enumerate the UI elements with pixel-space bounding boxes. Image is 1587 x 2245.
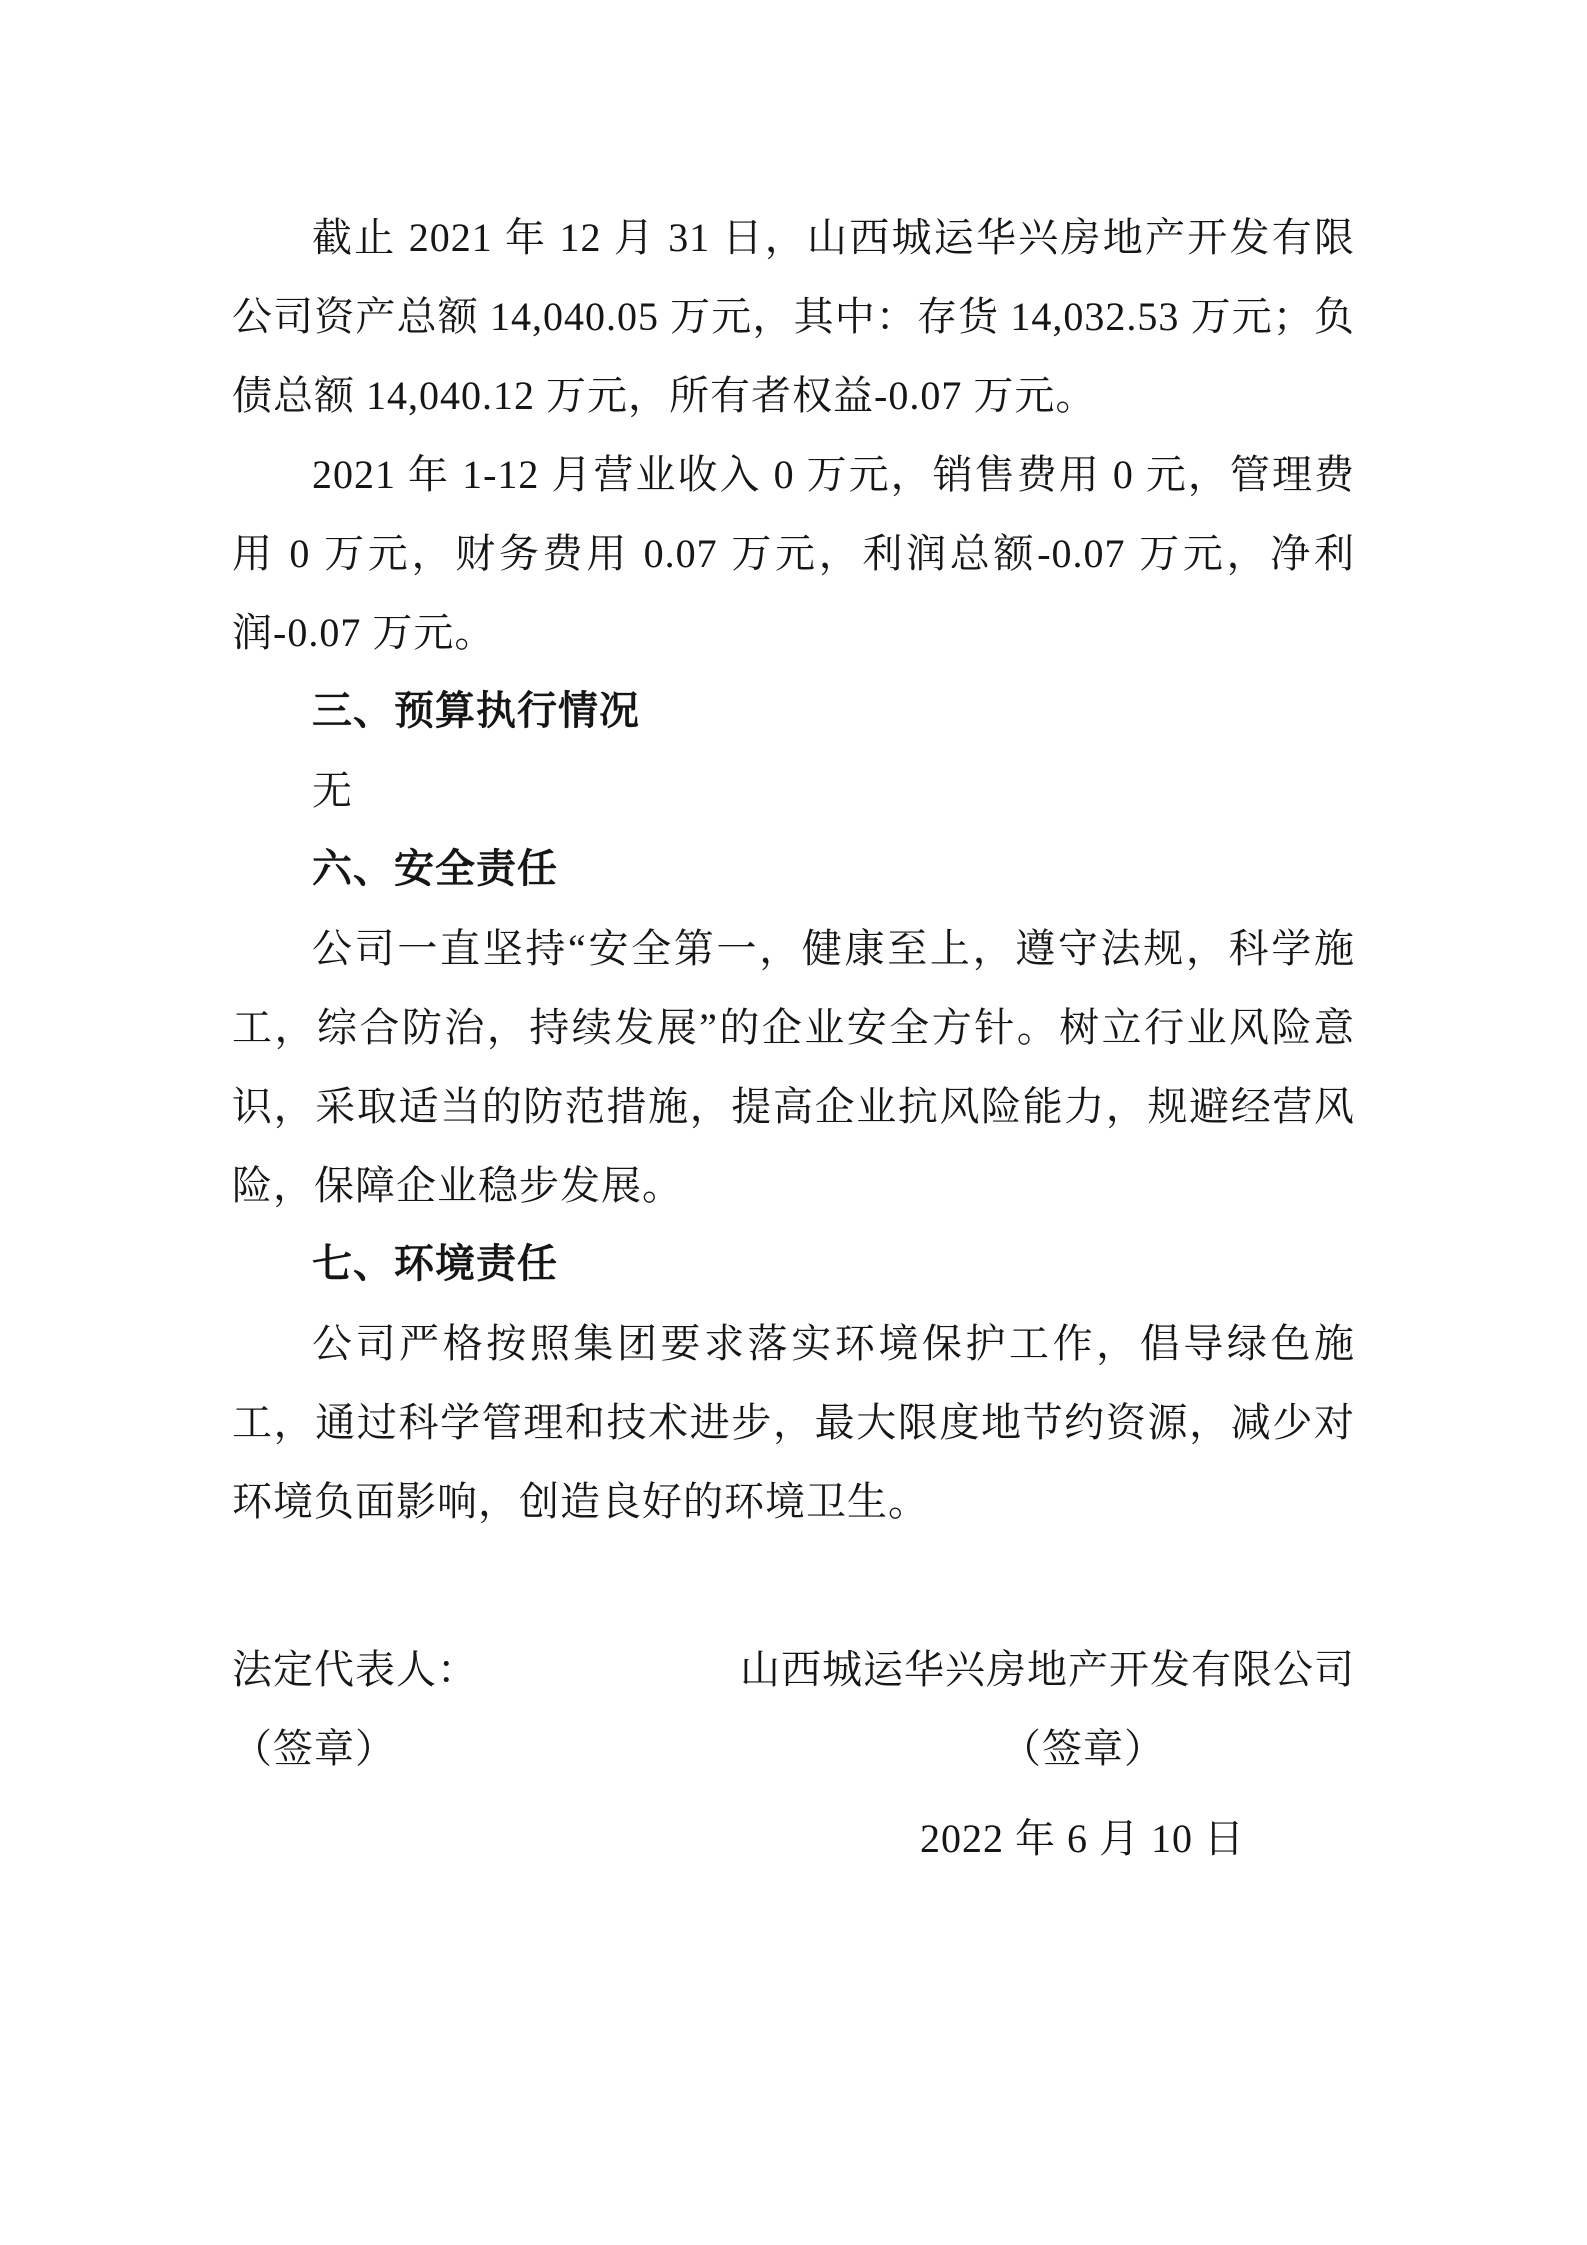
company-name: 山西城运华兴房地产开发有限公司 — [740, 1647, 1355, 1692]
seal-placeholder-right: （签章） — [1001, 1726, 1165, 1771]
signature-row-date — [232, 1799, 1355, 1878]
signature-date: 2022 年 6 月 10 日 — [920, 1816, 1245, 1861]
paragraph-environment-body: 公司严格按照集团要求落实环境保护工作，倡导绿色施工，通过科学管理和技术进步，最大限度地节约资源，减少对环境负面影响，创造良好的环境卫生。 — [232, 1321, 1355, 1524]
signature-row-names — [232, 1630, 1355, 1709]
heading-budget-execution: 三、预算执行情况 — [312, 689, 640, 733]
signature-row-seals — [232, 1709, 1355, 1788]
signature-block — [232, 1630, 1355, 1878]
legal-representative-label: 法定代表人： — [232, 1647, 478, 1692]
paragraph-income-summary: 2021 年 1-12 月营业收入 0 万元，销售费用 0 元，管理费用 0 万元，财务费用 0.07 万元，利润总额-0.07 万元，净利润-0.07 万元。 — [232, 452, 1355, 655]
paragraph-budget-none: 无 — [312, 768, 353, 813]
heading-safety-responsibility: 六、安全责任 — [312, 847, 558, 891]
heading-environment-responsibility: 七、环境责任 — [312, 1242, 558, 1286]
seal-placeholder-left: （签章） — [232, 1726, 396, 1771]
paragraph-safety-body: 公司一直坚持“安全第一，健康至上，遵守法规，科学施工，综合防治，持续发展”的企业安全方针。树立行业风险意识，采取适当的防范措施，提高企业抗风险能力，规避经营风险，保障企业稳步发展。 — [232, 926, 1355, 1208]
paragraph-assets-summary: 截止 2021 年 12 月 31 日，山西城运华兴房地产开发有限公司资产总额 14,040.05 万元，其中：存货 14,032.53 万元；负债总额 14,040.12 万元，所有者权益-0.07 万元。 — [232, 215, 1355, 418]
